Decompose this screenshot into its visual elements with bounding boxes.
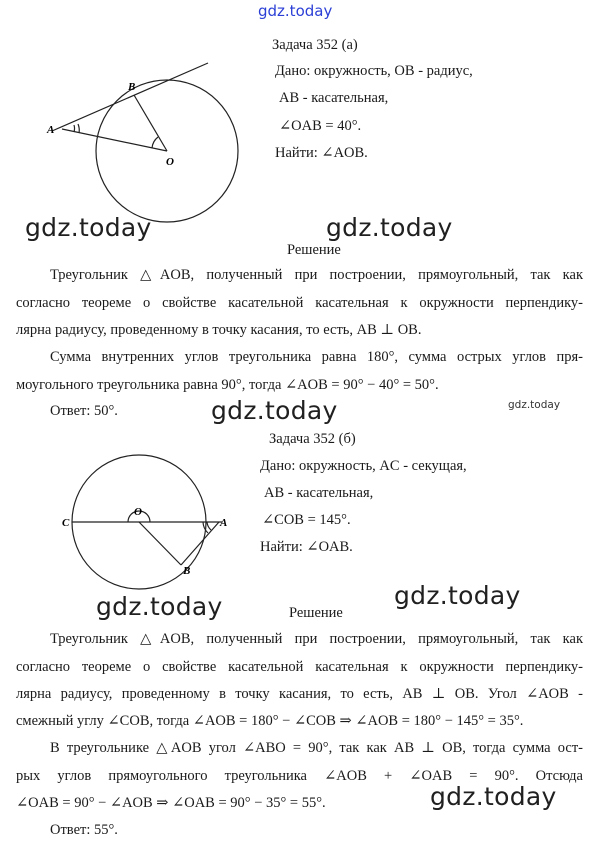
watermark-4[interactable]: gdz.today bbox=[96, 592, 223, 621]
watermark-6[interactable]: gdz.today bbox=[430, 782, 557, 811]
task-a-given-2: AB - касательная, bbox=[279, 90, 389, 106]
watermark-top[interactable]: gdz.today bbox=[258, 2, 333, 20]
figure-b-radius-ob bbox=[139, 522, 181, 565]
figure-a-label-a: A bbox=[47, 124, 55, 136]
watermark-3[interactable]: gdz.today bbox=[211, 396, 338, 425]
watermark-small[interactable]: gdz.today bbox=[508, 399, 561, 411]
task-b-p2-line2: рых углов прямоугольного треугольника ∠AOB + ∠OAB = 90°. Отсюда bbox=[16, 768, 583, 784]
task-b-p2-line1: В треугольнике △AOB угол ∠ABO = 90°, так как AB ⊥ OB, тогда сумма ост- bbox=[50, 740, 583, 756]
task-b-given-1: Дано: окружность, AC - секущая, bbox=[260, 458, 467, 474]
task-a-p2-line2: моугольного треугольника равна 90°, тогда ∠AOB = 90° − 40° = 50°. bbox=[16, 377, 439, 393]
watermark-5[interactable]: gdz.today bbox=[394, 581, 521, 610]
task-b-p1-line3: лярна радиусу, проведенному в точку касания, то есть, AB ⊥ OB. Угол ∠AOB - bbox=[16, 686, 583, 702]
figure-b-label-b: B bbox=[183, 565, 191, 577]
figure-b-label-a: A bbox=[220, 517, 228, 529]
task-b-solution-heading: Решение bbox=[289, 605, 343, 621]
task-a-p1-line1: Треугольник △AOB, полученный при построении, прямоугольный, так как bbox=[50, 267, 583, 283]
task-a-p1-line2: согласно теореме о свойстве касательной касательная к окружности перпендику- bbox=[16, 295, 583, 311]
task-a-given-3: ∠OAB = 40°. bbox=[279, 118, 362, 134]
task-a-title: Задача 352 (а) bbox=[272, 37, 358, 53]
task-b-given-2: AB - касательная, bbox=[264, 485, 374, 501]
watermark-1[interactable]: gdz.today bbox=[25, 213, 152, 242]
task-b-p1-line4: смежный углу ∠COB, тогда ∠AOB = 180° − ∠COB ⇒ ∠AOB = 180° − 145° = 35°. bbox=[16, 713, 524, 729]
task-b-p1-line1: Треугольник △AOB, полученный при построении, прямоугольный, так как bbox=[50, 631, 583, 647]
task-a-answer: Ответ: 50°. bbox=[50, 403, 118, 419]
task-a-find: Найти: ∠AOB. bbox=[275, 145, 368, 161]
figure-b-angle-arc-a2 bbox=[207, 522, 211, 530]
task-a-p2-line1: Сумма внутренних углов треугольника равна 180°, сумма острых углов пря- bbox=[50, 349, 583, 365]
figure-b-tangent-ab bbox=[181, 522, 219, 565]
task-a-solution-heading: Решение bbox=[287, 242, 341, 258]
task-b-answer: Ответ: 55°. bbox=[50, 822, 118, 838]
task-a-p1-line3: лярна радиусу, проведенному в точку касания, то есть, AB ⊥ OB. bbox=[16, 322, 422, 338]
figure-a-label-b: B bbox=[128, 81, 136, 93]
figure-b-label-o: O bbox=[134, 506, 142, 518]
task-b-p1-line2: согласно теореме о свойстве касательной касательная к окружности перпендику- bbox=[16, 659, 583, 675]
task-b-given-3: ∠COB = 145°. bbox=[262, 512, 351, 528]
watermark-2[interactable]: gdz.today bbox=[326, 213, 453, 242]
figure-a-label-o: O bbox=[166, 156, 174, 168]
task-b-p2-line3: ∠OAB = 90° − ∠AOB ⇒ ∠OAB = 90° − 35° = 55°. bbox=[16, 795, 326, 811]
task-a-given-1: Дано: окружность, OB - радиус, bbox=[275, 63, 473, 79]
task-b-find: Найти: ∠OAB. bbox=[260, 539, 353, 555]
figure-b-label-c: C bbox=[62, 517, 70, 529]
task-b-title: Задача 352 (б) bbox=[269, 431, 356, 447]
